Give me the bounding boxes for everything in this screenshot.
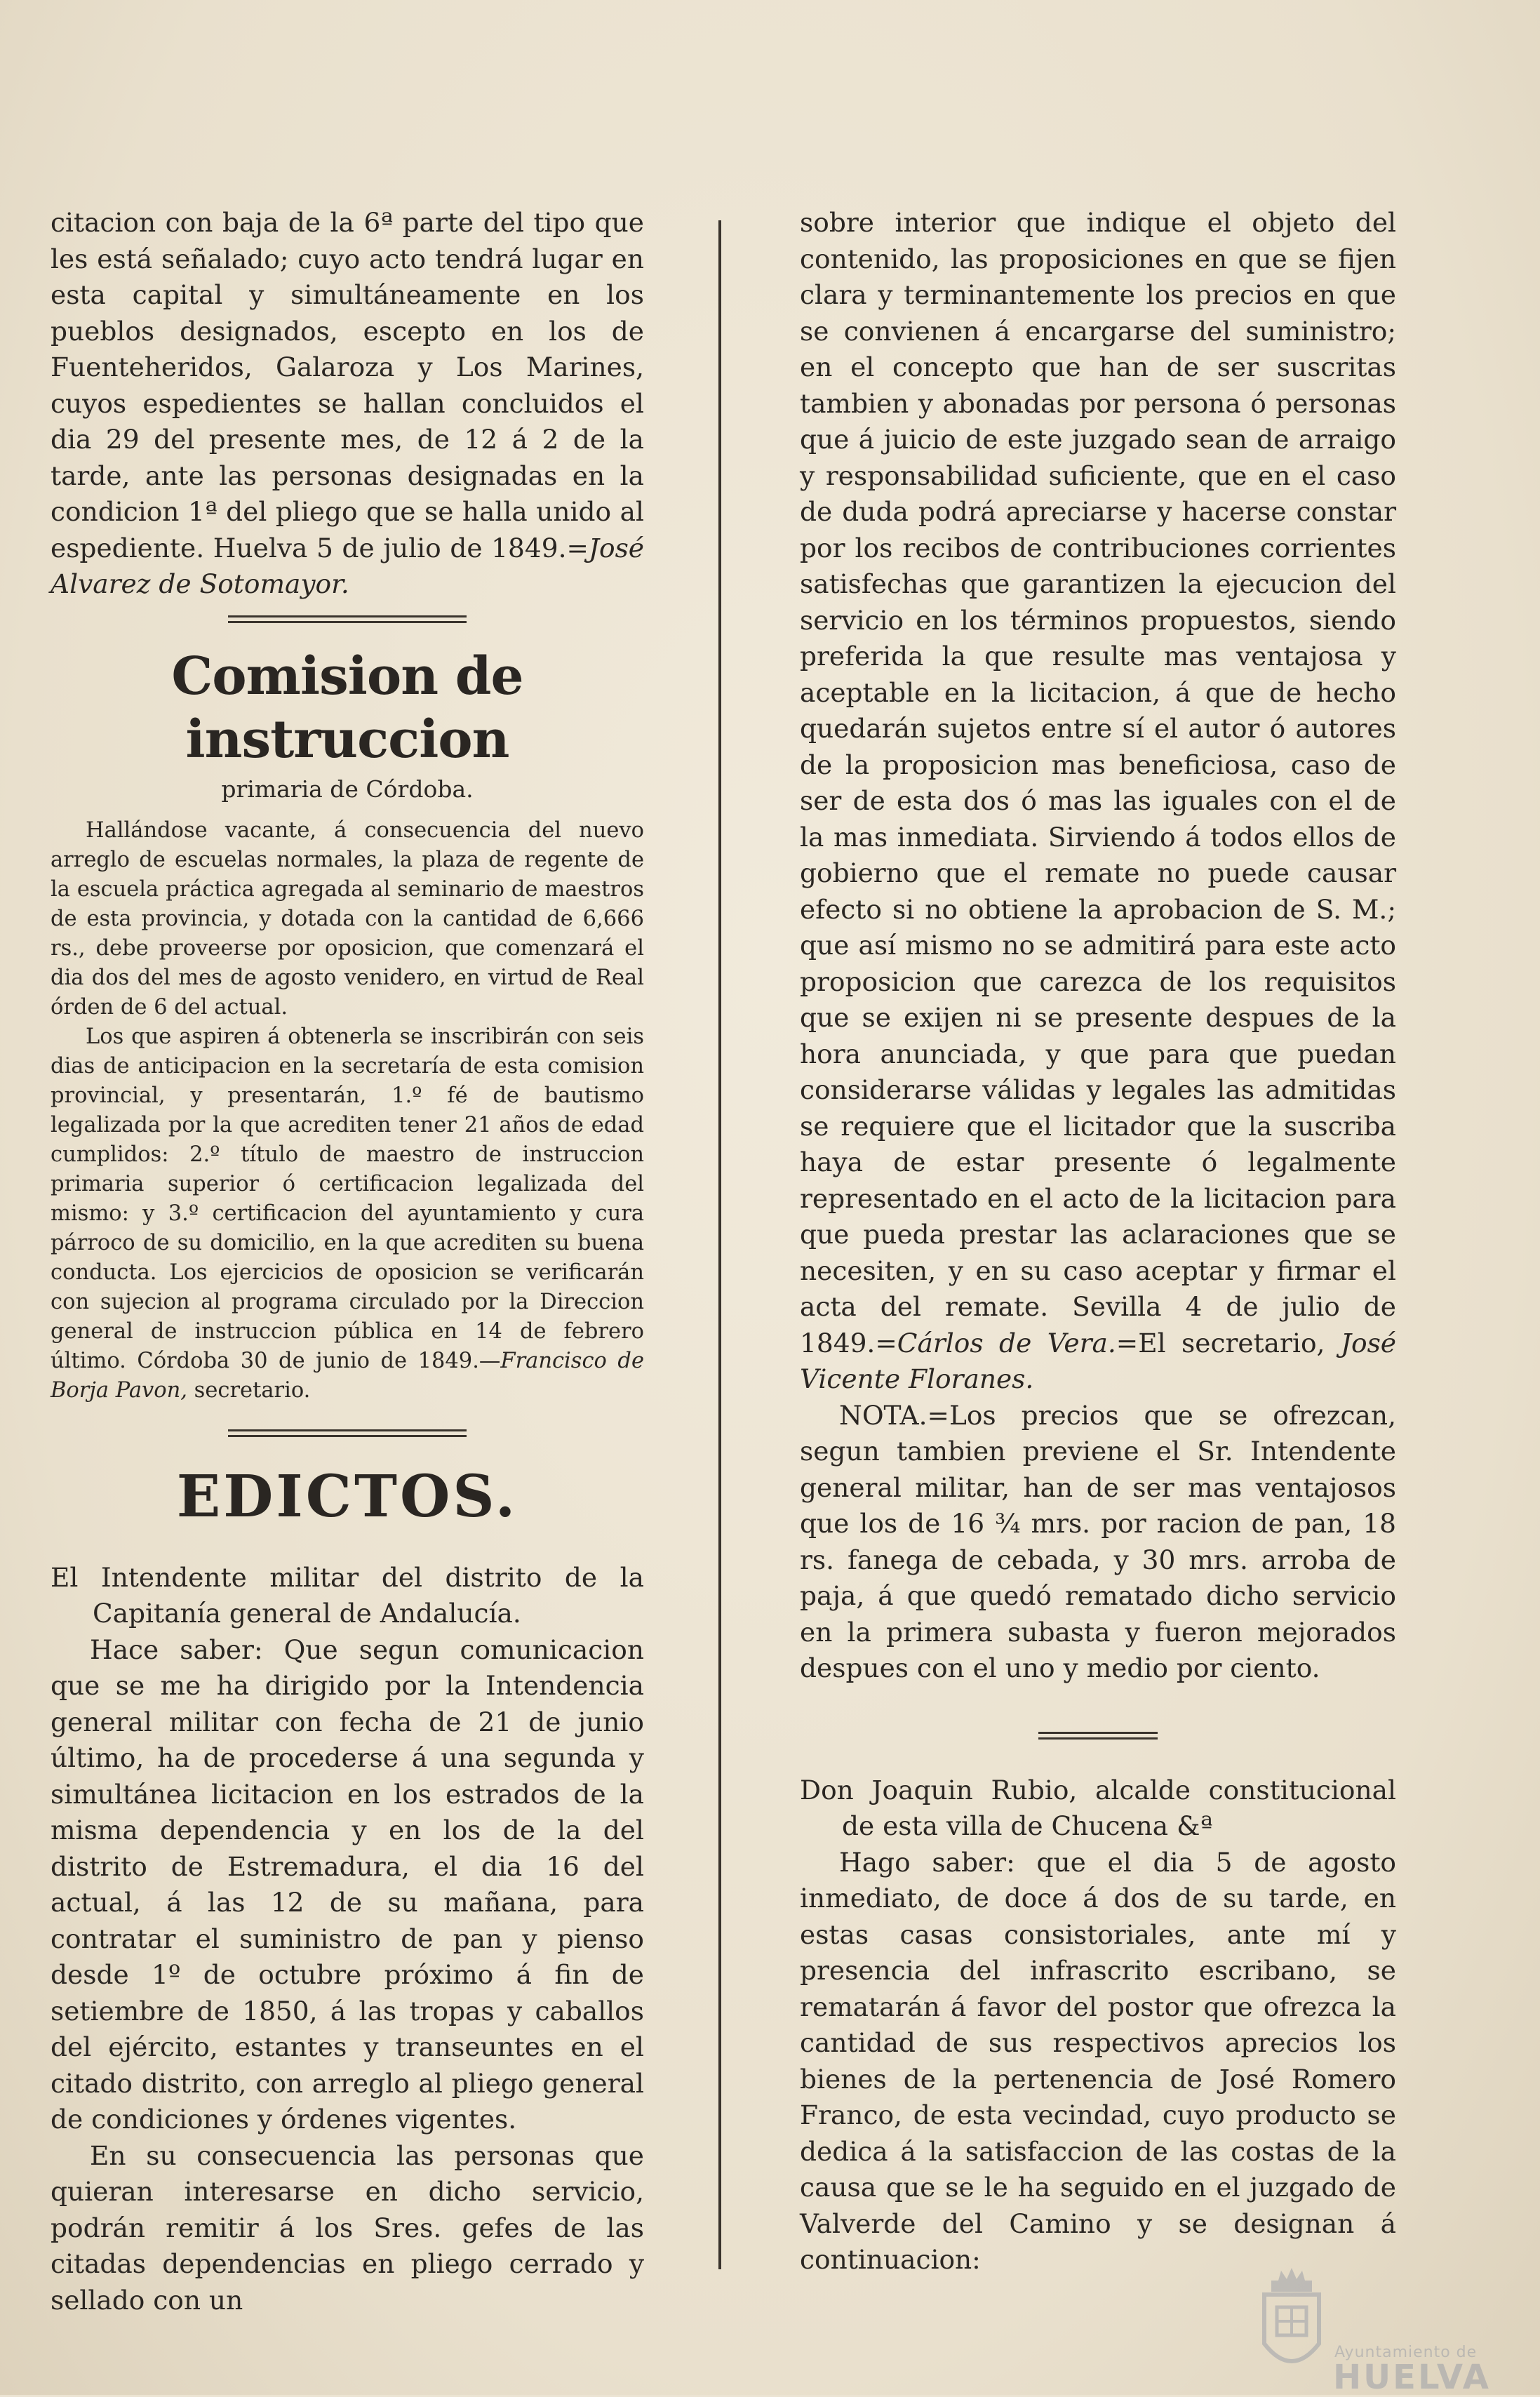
section-divider (1038, 1732, 1158, 1740)
left-column (51, 205, 644, 2318)
city-crest-icon (1250, 2266, 1333, 2386)
edict-2-paragraph-1: Hago saber: que el dia 5 de agosto inmediato, de doce á dos de su tarde, en estas casas consistoriales, ante mí y presencia del infrascrito escribano, se rematarán á favor del postor que ofrezca la cantidad de sus respectivos aprecios los bienes de la pertenencia de José Romero Franco, de esta vecindad, cuyo producto se dedica á la satisfaccion de las costas de la causa que se le ha seguido en el juzgado de Valverde del Camino y se designan á continuacion: (800, 1846, 1396, 2275)
watermark-line-1: Ayuntamiento de (1334, 2344, 1478, 2361)
edict-2-heading: Don Joaquin Rubio, alcalde constitucional de esta villa de Chucena &ª (800, 1774, 1396, 1841)
section-divider (228, 1429, 467, 1438)
comision-signature: Francisco de Borja Pavon, (51, 1348, 644, 1403)
right-column (800, 205, 1396, 2278)
comision-heading: Comision de instruccion (171, 646, 523, 770)
edictos-heading: EDICTOS. (176, 1462, 518, 1530)
comision-notice (51, 816, 644, 1406)
opening-signature: José Alvarez de Sotomayor. (51, 532, 644, 599)
section-divider (228, 615, 467, 624)
watermark-line-2: HUELVA (1333, 2358, 1491, 2397)
edict-1-continuation: sobre interior que indique el objeto del contenido, las proposiciones en que se fijen clara y terminantemente los precios en que se convienen á encargarse del suministro; en el concepto que han de ser suscritas tambien y abonadas por persona ó personas que á juicio de este juzgado sean de arraigo y responsabilidad suficiente, que en el caso de duda podrá apreciarse y hacerse constar por los recibos de contribuciones corrientes satisfechas que garantizen la ejecucion del servicio en los términos propuestos, siendo preferida la que resulte mas ventajosa y aceptable en la licitacion, á que de hecho quedarán sujetos entre sí el autor ó autores de la proposicion mas beneficiosa, caso de ser de esta dos ó mas las iguales con el de la mas inmediata. Sirviendo á todos ellos de gobierno que el remate no puede causar efecto si no obtiene la aprobacion de S. M.; que así mismo no se admitirá para este acto proposicion que carezca de los requisitos que se exijen ni se presente despues de la hora anunciada, y que para que puedan considerarse válidas y legales las admitidas se requiere que el licitador que la suscriba haya de estar presente ó legalmente representado en el acto de la licitacion para que pueda prestar las aclaraciones que se necesiten, y en su caso aceptar y firmar el acta del remate. Sevilla 4 de julio de 1849.=Cárlos de Vera.=El secretario, José Vicente Floranes. (800, 207, 1396, 1394)
comision-subheading: primaria de Córdoba. (221, 775, 474, 803)
edict-1-paragraph-2: En su consecuencia las personas que quieran interesarse en dicho servicio, podrán remitir á los Sres. gefes de las citadas dependencias en pliego cerrado y sellado con un (51, 2139, 644, 2316)
comision-paragraph-2: Los que aspiren á obtenerla se inscribirán con seis dias de anticipacion en la secretaría de esta comision provincial, y presentarán, 1.º fé de bautismo legalizada por la que acrediten tener 21 años de edad cumplidos: 2.º título de maestro de instruccion primaria superior ó certificacion legalizada del mismo: y 3.º certificacion del ayuntamiento y cura párroco de su domicilio, en la que acrediten su buena conducta. Los ejercicios de oposicion se verificarán con sujecion al programa circulado por la Direccion general de instruccion pública en 14 de febrero último. Córdoba 30 de junio de 1849.—Francisco de Borja Pavon, secretario. (51, 1024, 644, 1403)
edict-1-paragraph-1: Hace saber: Que segun comunicacion que se me ha dirigido por la Intendencia general militar con fecha de 21 de junio último, ha de procederse á una segunda y simultánea licitacion en los estrados de la misma dependencia y en los de la del distrito de Estremadura, el dia 16 del actual, á las 12 de su mañana, para contratar el suministro de pan y pienso desde 1º de octubre próximo á fin de setiembre de 1850, á las tropas y caballos del ejército, estantes y transeuntes en el citado distrito, con arreglo al pliego general de condiciones y órdenes vigentes. (51, 1634, 644, 2135)
comision-paragraph-1: Hallándose vacante, á consecuencia del nuevo arreglo de escuelas normales, la plaza de regente de la escuela práctica agregada al seminario de maestros de esta provincia, y dotada con la cantidad de 6,666 rs., debe proveerse por oposicion, que comenzará el dia dos del mes de agosto venidero, en virtud de Real órden de 6 del actual. (51, 817, 644, 1020)
column-divider (718, 220, 721, 2269)
nota-paragraph: NOTA.=Los precios que se ofrezcan, segun tambien previene el Sr. Intendente general militar, han de ser mas ventajosos que los de 16 ¾ mrs. por racion de pan, 18 rs. fanega de cebada, y 30 mrs. arroba de paja, á que quedó rematado dicho servicio en la primera subasta y fueron mejorados despues con el uno y medio por ciento. (800, 1399, 1396, 1683)
signature-jose: José Vicente Floranes. (800, 1327, 1396, 1394)
edict-1-heading: El Intendente militar del distrito de la Capitanía general de Andalucía. (51, 1561, 644, 1629)
opening-paragraph: citacion con baja de la 6ª parte del tipo que les está señalado; cuyo acto tendrá lugar en esta capital y simultáneamente en los pueblos designados, escepto en los de Fuenteheridos, Galaroza y Los Marines, cuyos espedientes se hallan concluidos el dia 29 del presente mes, de 12 á 2 de la tarde, ante las personas designadas en la condicion 1ª del pliego que se halla unido al espediente. Huelva 5 de julio de 1849.=José Alvarez de Sotomayor. (51, 207, 644, 599)
signature-carlos: Cárlos de Vera. (897, 1327, 1116, 1358)
archive-watermark (1250, 2266, 1491, 2397)
